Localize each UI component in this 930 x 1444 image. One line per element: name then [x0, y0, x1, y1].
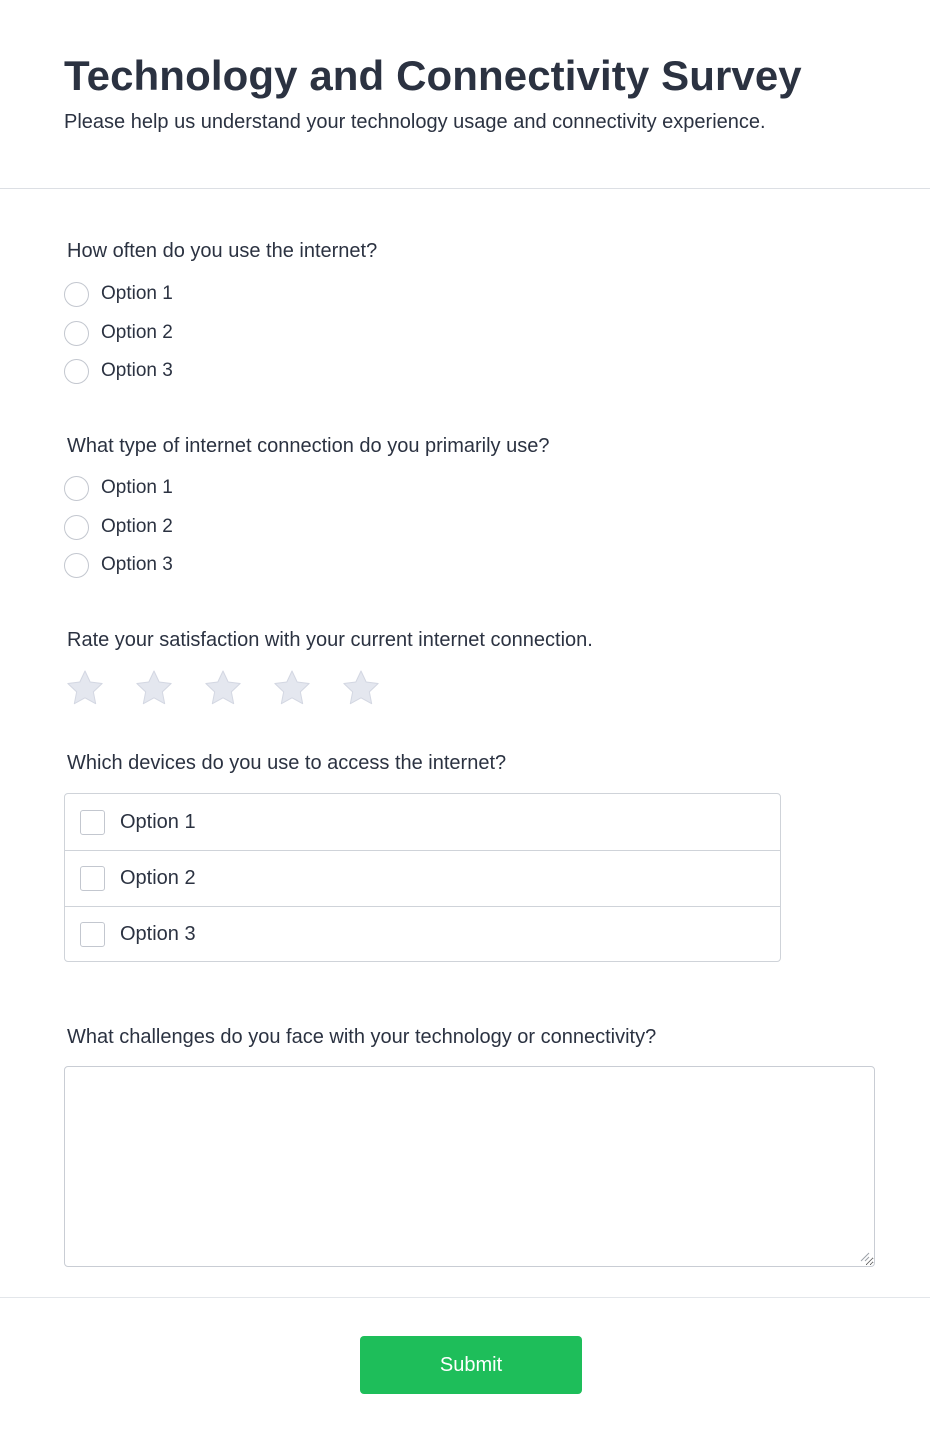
resize-handle-icon[interactable]	[858, 1250, 870, 1262]
challenges-textarea[interactable]	[64, 1066, 875, 1267]
radio-button[interactable]	[64, 476, 89, 501]
checkbox-option[interactable]	[65, 794, 780, 850]
question-devices: Which devices do you use to access the internet?	[67, 752, 507, 774]
radio-button[interactable]	[64, 321, 89, 346]
radio-option[interactable]	[64, 281, 173, 307]
checkbox-option-label: Option 2	[120, 867, 196, 889]
radio-option-label: Option 3	[101, 360, 173, 381]
checkbox[interactable]	[80, 810, 105, 835]
checkbox-option[interactable]	[65, 850, 780, 906]
radio-option[interactable]	[64, 320, 173, 346]
question-connection-type: What type of internet connection do you primarily use?	[67, 435, 550, 457]
radio-button[interactable]	[64, 553, 89, 578]
radio-option-label: Option 3	[101, 554, 173, 575]
question-challenges: What challenges do you face with your technology or connectivity?	[67, 1026, 657, 1048]
star-icon[interactable]	[64, 668, 106, 708]
star-icon[interactable]	[271, 668, 313, 708]
radio-button[interactable]	[64, 282, 89, 307]
checkbox[interactable]	[80, 866, 105, 891]
radio-option[interactable]	[64, 358, 173, 384]
radio-option-label: Option 1	[101, 477, 173, 498]
page-subtitle: Please help us understand your technology usage and connectivity experience.	[64, 111, 766, 133]
checkbox[interactable]	[80, 922, 105, 947]
radio-button[interactable]	[64, 359, 89, 384]
page-title: Technology and Connectivity Survey	[64, 52, 802, 99]
star-icon[interactable]	[133, 668, 175, 708]
checkbox-option[interactable]	[65, 906, 780, 962]
radio-option[interactable]	[64, 552, 173, 578]
radio-option[interactable]	[64, 475, 173, 501]
radio-option[interactable]	[64, 514, 173, 540]
star-icon[interactable]	[340, 668, 382, 708]
submit-button[interactable]: Submit	[360, 1336, 582, 1394]
radio-option-label: Option 1	[101, 283, 173, 304]
question-satisfaction: Rate your satisfaction with your current internet connection.	[67, 629, 593, 651]
radio-button[interactable]	[64, 515, 89, 540]
checkbox-option-label: Option 3	[120, 923, 196, 945]
survey-header	[0, 0, 930, 189]
question-internet-frequency: How often do you use the internet?	[67, 240, 378, 262]
star-icon[interactable]	[202, 668, 244, 708]
radio-option-label: Option 2	[101, 516, 173, 537]
footer-divider	[0, 1297, 930, 1298]
checkbox-option-label: Option 1	[120, 810, 196, 833]
radio-option-label: Option 2	[101, 322, 173, 343]
checkbox-group	[64, 793, 781, 962]
